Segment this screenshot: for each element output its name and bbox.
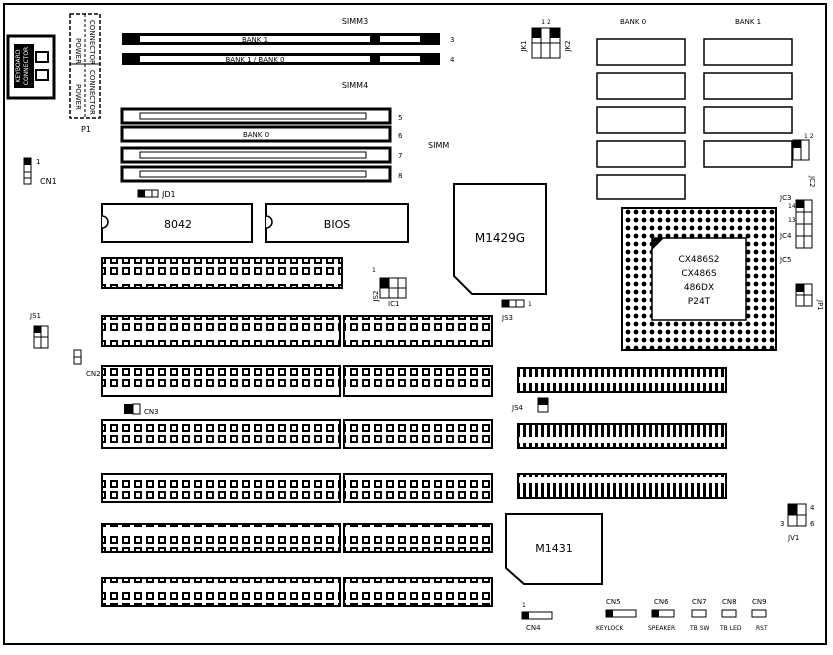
- cn2-label: CN2: [86, 370, 101, 378]
- cn4-pin1: 1: [522, 602, 526, 609]
- keyboard-connector: [8, 36, 54, 98]
- keyboard-label-1: KEYBOARD: [15, 49, 22, 83]
- cn6-label: CN6: [654, 598, 669, 606]
- jp1-jumper: [796, 284, 824, 311]
- js3-label: JS3: [502, 314, 513, 322]
- chip-8042: [102, 204, 252, 242]
- jd1-label: JD1: [162, 190, 176, 199]
- cache-sram-chips: [597, 39, 792, 199]
- front-panel-connectors: [522, 598, 768, 632]
- chip-m1431-label: M1431: [535, 542, 573, 555]
- jc-pin13: 13: [788, 217, 796, 224]
- simm-slot-5: [122, 109, 402, 123]
- ic1-label: IC1: [388, 300, 400, 308]
- p1-label: P1: [81, 125, 91, 134]
- jd1-jumper: [138, 190, 176, 199]
- vlb-slots: [518, 368, 726, 498]
- jv1-label: JV1: [788, 534, 800, 542]
- jp1-label: JP1: [816, 300, 824, 311]
- slot-num-6: 6: [398, 132, 403, 140]
- power-label-a2: CONNECTOR: [88, 20, 96, 65]
- power-label-a: POWER: [74, 38, 82, 64]
- power-label-b: POWER: [74, 84, 82, 110]
- slot-label-bank1: BANK 1: [241, 36, 269, 44]
- sram-bank1-label: BANK 1: [735, 18, 762, 26]
- js2-pin1: 1: [372, 267, 376, 274]
- js1-jumper: [29, 312, 48, 348]
- simm-slot-8: [122, 167, 402, 181]
- cn1-pin1: 1: [36, 158, 41, 166]
- simm-slot-7: [122, 148, 402, 162]
- cpu-line-3: 486DX: [683, 283, 715, 293]
- cpu-line-1: CX486S2: [678, 255, 720, 265]
- turbo-led-label: TB LED: [720, 625, 742, 632]
- js2-label: JS2: [372, 290, 380, 302]
- jk-jumpers: [520, 19, 572, 58]
- jc2-pins: 1 2: [804, 133, 814, 140]
- js3-jumper: [501, 300, 532, 322]
- jc-pin14: 14: [788, 203, 796, 210]
- simm-slot-6: [122, 127, 403, 141]
- chip-m1429g-label: M1429G: [474, 231, 526, 245]
- keyboard-label-2: CONNECTOR: [23, 46, 30, 86]
- turbo-sw-label: TB SW: [690, 625, 710, 632]
- cn2-jumper: [74, 350, 101, 378]
- jk2-label: JK2: [564, 40, 572, 52]
- slot-num-3: 3: [450, 36, 455, 44]
- js3-pin1: 1: [528, 301, 532, 308]
- jv1-jumper: [780, 504, 815, 542]
- cpu-line-2: CX486S: [681, 269, 717, 279]
- power-label-b2: CONNECTOR: [88, 70, 96, 115]
- speaker-label: SPEAKER: [648, 625, 676, 632]
- simm-slot-4: [122, 53, 455, 65]
- isa-slots: [102, 258, 492, 606]
- power-connector-p1: [70, 14, 100, 134]
- cn3-jumper: [124, 404, 159, 416]
- simm3-label: SIMM3: [341, 17, 369, 26]
- jc3-label: JC3: [780, 194, 792, 202]
- cn4-label: CN4: [526, 624, 541, 632]
- cn1-jumper: [24, 158, 57, 186]
- jc4-label: JC4: [780, 232, 792, 240]
- chip-m1431: [506, 514, 602, 584]
- cn3-label: CN3: [144, 408, 159, 416]
- chip-m1429g: [454, 184, 546, 294]
- chip-bios-label: BIOS: [323, 218, 351, 231]
- jv1-pin3: 3: [780, 520, 785, 528]
- cn8-label: CN8: [722, 598, 737, 606]
- chip-bios: [266, 204, 408, 242]
- cn1-label: CN1: [40, 177, 57, 186]
- js4-jumper: [511, 398, 548, 412]
- js1-label: JS1: [30, 312, 41, 320]
- cpu-line-4: P24T: [687, 297, 711, 307]
- jv1-pin6: 6: [810, 520, 815, 528]
- cn9-label: CN9: [752, 598, 767, 606]
- js2-jumper: [372, 267, 406, 308]
- js4-label: JS4: [512, 404, 523, 412]
- jk-pins: 1 2: [541, 19, 551, 26]
- cn7-label: CN7: [692, 598, 707, 606]
- jk1-label: JK1: [520, 40, 528, 52]
- keylock-label: KEYLOCK: [596, 625, 624, 632]
- simm-slot-3: [122, 33, 454, 45]
- cpu-socket: [622, 208, 776, 350]
- slot-num-5: 5: [398, 114, 403, 122]
- slot-label-bank10: BANK 1 / BANK 0: [225, 56, 285, 64]
- rst-label: RST: [756, 625, 768, 632]
- simm4-label: SIMM4: [341, 81, 369, 90]
- jc2-label: JC2: [808, 176, 816, 188]
- slot-label-bank0: BANK 0: [242, 131, 270, 139]
- chip-8042-label: 8042: [164, 218, 192, 231]
- jv1-pin4: 4: [810, 504, 815, 512]
- sram-bank0-label: BANK 0: [620, 18, 647, 26]
- slot-num-8: 8: [398, 172, 403, 180]
- simm-label: SIMM: [428, 141, 450, 150]
- slot-num-4: 4: [450, 56, 455, 64]
- slot-num-7: 7: [398, 152, 403, 160]
- jc5-label: JC5: [780, 256, 792, 264]
- cn5-label: CN5: [606, 598, 621, 606]
